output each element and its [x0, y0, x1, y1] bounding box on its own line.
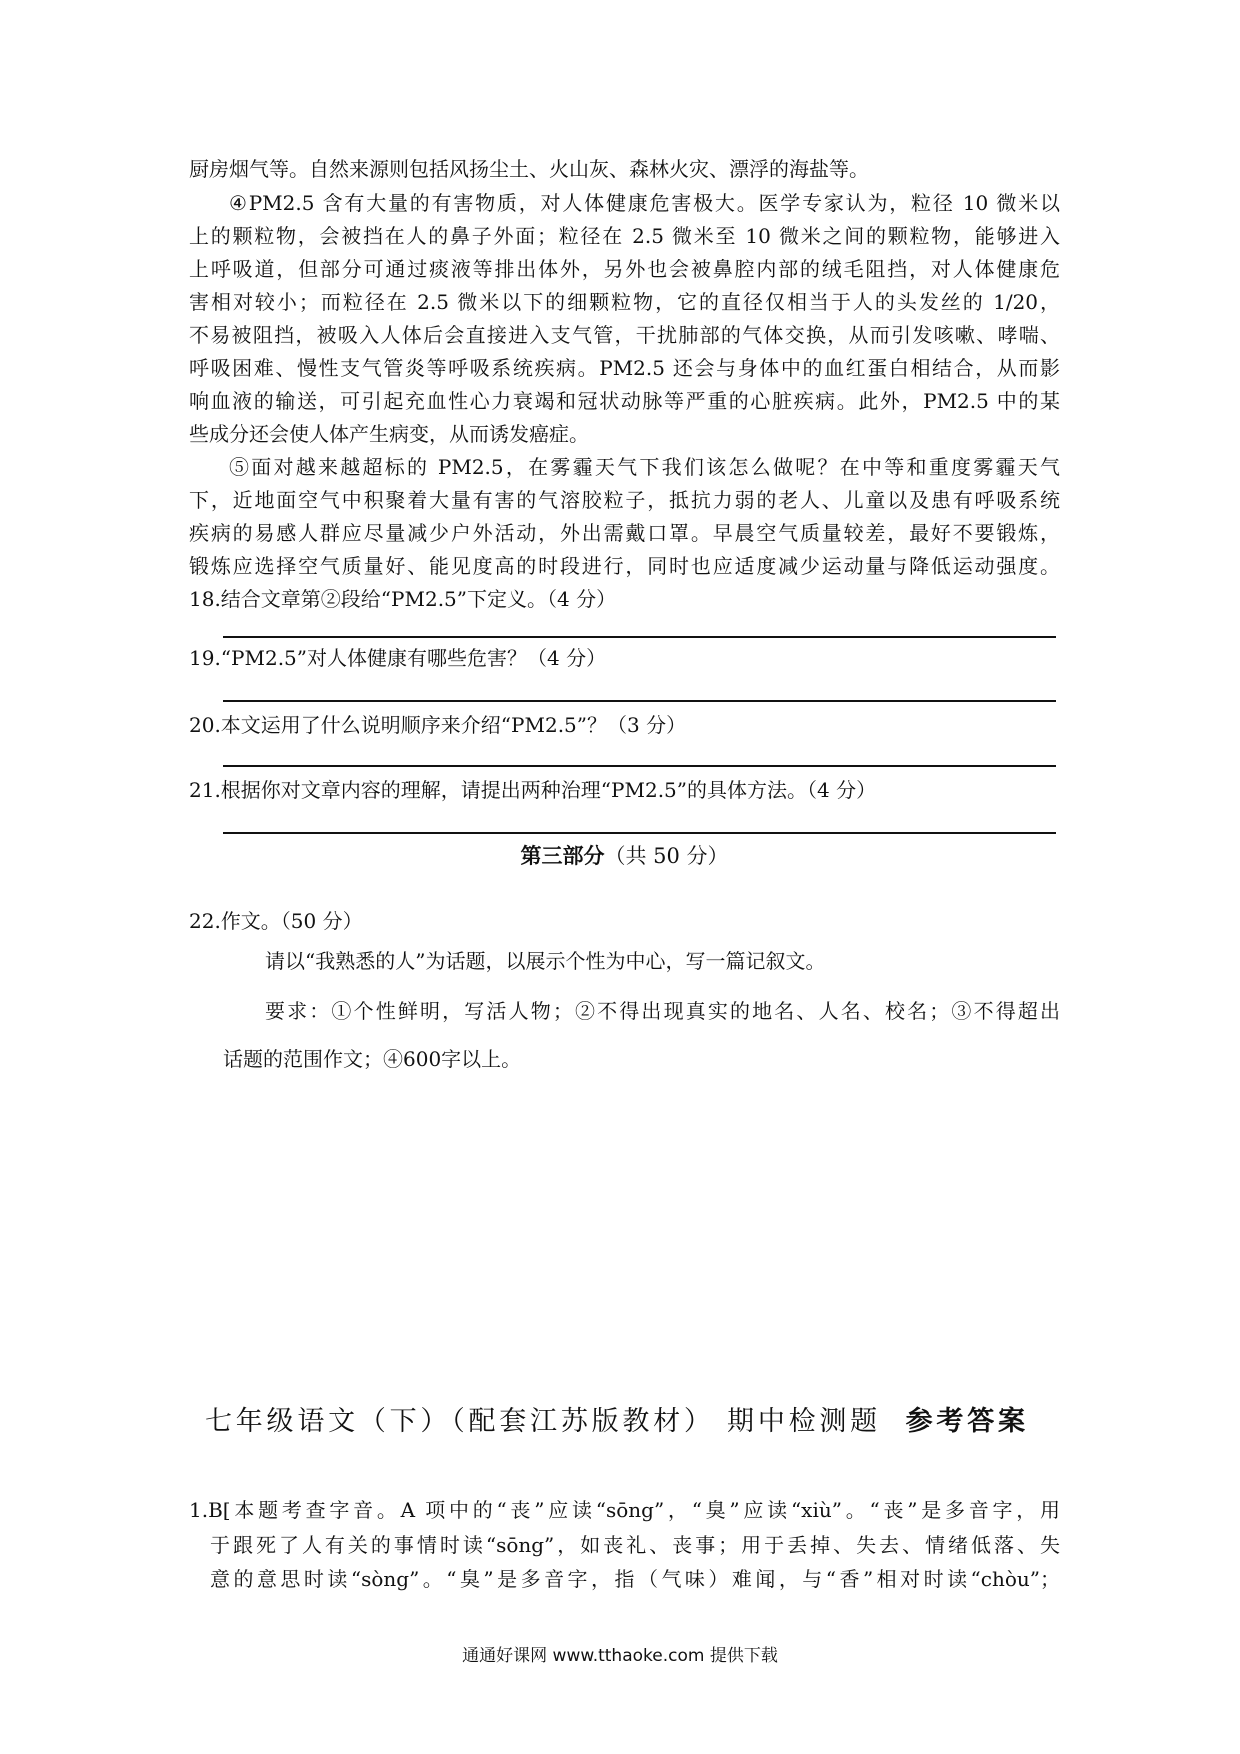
answer-1-line: 1.B[本题考查字音。A 项中的“丧”应读“sōng”，“臭”应读“xiù”。“丧”是多音字，用: [189, 1498, 1060, 1522]
answer-line-18[interactable]: [223, 636, 1056, 638]
paragraph-4-line: 害相对较小；而粒径在 2.5 微米以下的细颗粒物，它的直径仅相当于人的头发丝的 1/20，: [189, 290, 1060, 314]
paragraph-4-line: 响血液的输送，可引起充血性心力衰竭和冠状动脉等严重的心脏疾病。此外，PM2.5 中的某: [189, 389, 1060, 413]
paragraph-4-line: 不易被阻挡，被吸入人体后会直接进入支气管，干扰肺部的气体交换，从而引发咳嗽、哮喘、: [189, 323, 1060, 347]
question-20: 20.本文运用了什么说明顺序来介绍“PM2.5”？（3 分）: [189, 713, 687, 737]
passage-line: 厨房烟气等。自然来源则包括风扬尘土、火山灰、森林火灾、漂浮的海盐等。: [189, 157, 869, 181]
question-21: 21.根据你对文章内容的理解，请提出两种治理“PM2.5”的具体方法。（4 分）: [189, 778, 877, 802]
paragraph-4-line: 些成分还会使人体产生病变，从而诱发癌症。: [189, 422, 589, 446]
paragraph-4-line: ④PM2.5 含有大量的有害物质，对人体健康危害极大。医学专家认为，粒径 10 微米以: [229, 191, 1060, 215]
answer-line-19[interactable]: [223, 700, 1056, 702]
essay-requirements: 要求：①个性鲜明，写活人物；②不得出现真实的地名、人名、校名；③不得超出: [265, 999, 1060, 1023]
answer-1-line: 意的意思时读“sòng”。“臭”是多音字，指（气味）难闻，与“香”相对时读“chòu”；: [210, 1567, 1060, 1591]
answer-1-line: 于跟死了人有关的事情时读“sōng”，如丧礼、丧事；用于丢掉、失去、情绪低落、失: [210, 1533, 1060, 1557]
question-22: 22.作文。（50 分）: [189, 909, 363, 933]
question-18: 18.结合文章第②段给“PM2.5”下定义。（4 分）: [189, 587, 617, 611]
answer-key-title-main: 七年级语文（下）（配套江苏版教材） 期中检测题: [205, 1406, 881, 1437]
paragraph-5-line: ⑤面对越来越超标的 PM2.5，在雾霾天气下我们该怎么做呢？在中等和重度雾霾天气: [229, 455, 1060, 479]
paragraph-5-line: 下，近地面空气中积聚着大量有害的气溶胶粒子，抵抗力弱的老人、儿童以及患有呼吸系统: [189, 488, 1060, 512]
answer-key-title-bold: 参考答案: [905, 1406, 1025, 1437]
answer-line-20[interactable]: [223, 765, 1056, 767]
paragraph-5-line: 锻炼应选择空气质量好、能见度高的时段进行，同时也应适度减少运动量与降低运动强度。: [189, 554, 1060, 578]
paragraph-5-line: 疾病的易感人群应尽量减少户外活动，外出需戴口罩。早晨空气质量较差，最好不要锻炼，: [189, 521, 1060, 545]
footer-watermark: 通通好课网 www.tthaoke.com 提供下载: [462, 1646, 778, 1666]
answer-key-title: [205, 1405, 1025, 1439]
part-3-title: 第三部分: [520, 843, 605, 868]
part-3-score: （共 50 分）: [604, 844, 729, 868]
essay-requirements-cont: 话题的范围作文；④600字以上。: [223, 1047, 522, 1071]
question-19: 19.“PM2.5”对人体健康有哪些危害？（4 分）: [189, 646, 607, 670]
answer-line-21[interactable]: [223, 832, 1056, 834]
part-3-heading: [189, 843, 1060, 869]
paragraph-4-line: 上呼吸道，但部分可通过痰液等排出体外，另外也会被鼻腔内部的绒毛阻挡，对人体健康危: [189, 257, 1060, 281]
essay-prompt: 请以“我熟悉的人”为话题，以展示个性为中心，写一篇记叙文。: [265, 949, 826, 973]
paragraph-4-line: 上的颗粒物，会被挡在人的鼻子外面；粒径在 2.5 微米至 10 微米之间的颗粒物，能够进入: [189, 224, 1060, 248]
paragraph-4-line: 呼吸困难、慢性支气管炎等呼吸系统疾病。PM2.5 还会与身体中的血红蛋白相结合，从而影: [189, 356, 1060, 380]
